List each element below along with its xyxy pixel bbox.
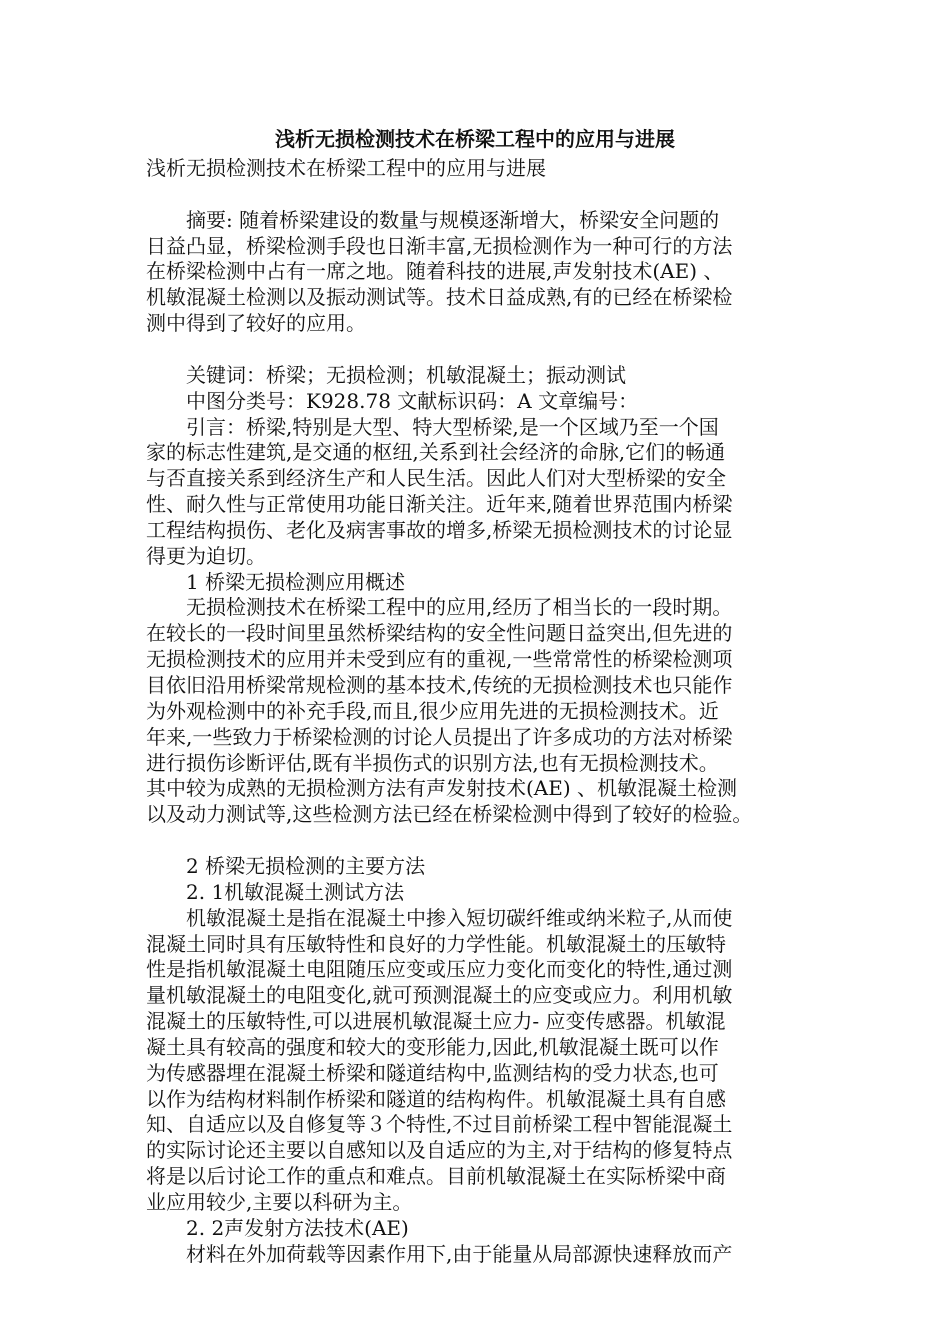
text-line: 2. 1机敏混凝土测试方法 <box>146 879 405 904</box>
text-line: 引言：桥梁,特别是大型、特大型桥梁,是一个区域乃至一个国 <box>146 414 719 439</box>
text-line: 为外观检测中的补充手段,而且,很少应用先进的无损检测技术。近 <box>146 698 719 723</box>
text-line: 以及动力测试等,这些检测方法已经在桥梁检测中得到了较好的检验。 <box>146 802 753 827</box>
text-line: 家的标志性建筑,是交通的枢纽,关系到社会经济的命脉,它们的畅通 <box>146 440 726 465</box>
text-line: 其中较为成熟的无损检测方法有声发射技术(AE) 、机敏混凝土检测 <box>146 776 738 801</box>
text-line: 材料在外加荷载等因素作用下,由于能量从局部源快速释放而产 <box>146 1241 733 1266</box>
text-line: 机敏混凝土检测以及振动测试等。技术日益成熟,有的已经在桥梁检 <box>146 285 733 310</box>
text-line: 日益凸显，桥梁检测手段也日渐丰富,无损检测作为一种可行的方法 <box>146 233 733 258</box>
text-line: 浅析无损检测技术在桥梁工程中的应用与进展 <box>146 156 546 180</box>
text-line: 无损检测技术的应用并未受到应有的重视,一些常常性的桥梁检测项 <box>146 647 733 672</box>
text-line: 知、自适应以及自修复等３个特性,不过目前桥梁工程中智能混凝土 <box>146 1112 733 1137</box>
text-line: 2 桥梁无损检测的主要方法 <box>146 853 426 878</box>
text-line: 工程结构损伤、老化及病害事故的增多,桥梁无损检测技术的讨论显 <box>146 517 733 542</box>
text-line: 年来,一些致力于桥梁检测的讨论人员提出了许多成功的方法对桥梁 <box>146 724 733 749</box>
text-line: 在较长的一段时间里虽然桥梁结构的安全性问题日益突出,但先进的 <box>146 621 733 646</box>
text-line: 中图分类号：K928.78 文献标识码：A 文章编号： <box>146 388 639 413</box>
text-line: 将是以后讨论工作的重点和难点。目前机敏混凝土在实际桥梁中商 <box>146 1164 726 1189</box>
text-line: 1 桥梁无损检测应用概述 <box>146 569 406 594</box>
text-line: 测中得到了较好的应用。 <box>146 311 366 336</box>
text-line: 业应用较少,主要以科研为主。 <box>146 1190 413 1214</box>
text-line: 与否直接关系到经济生产和人民生活。因此人们对大型桥梁的安全 <box>146 466 726 491</box>
text-line: 凝土具有较高的强度和较大的变形能力,因此,机敏混凝土既可以作 <box>146 1034 719 1059</box>
text-line: 的实际讨论还主要以自感知以及自适应的为主,对于结构的修复特点 <box>146 1138 733 1163</box>
text-line: 量机敏混凝土的电阻变化,就可预测混凝土的应变或应力。利用机敏 <box>146 983 733 1008</box>
text-line: 2. 2声发射方法技术(AE) <box>146 1215 409 1240</box>
text-line: 混凝土的压敏特性,可以进展机敏混凝土应力- 应变传感器。机敏混 <box>146 1009 726 1034</box>
text-line: 为传感器埋在混凝土桥梁和隧道结构中,监测结构的受力状态,也可 <box>146 1060 719 1085</box>
text-line: 以作为结构材料制作桥梁和隧道的结构构件。机敏混凝土具有自感 <box>146 1086 726 1111</box>
text-line: 得更为迫切。 <box>146 543 266 568</box>
text-line: 混凝土同时具有压敏特性和良好的力学性能。机敏混凝土的压敏特 <box>146 931 726 956</box>
text-line: 进行损伤诊断评估,既有半损伤式的识别方法,也有无损检测技术。 <box>146 750 719 775</box>
document-title: 浅析无损检测技术在桥梁工程中的应用与进展 <box>275 127 675 151</box>
text-line: 机敏混凝土是指在混凝土中掺入短切碳纤维或纳米粒子,从而使 <box>146 905 733 930</box>
text-line: 性是指机敏混凝土电阻随压应变或压应力变化而变化的特性,通过测 <box>146 957 733 982</box>
text-line: 无损检测技术在桥梁工程中的应用,经历了相当长的一段时期。 <box>146 595 733 620</box>
text-line: 摘要: 随着桥梁建设的数量与规模逐渐增大，桥梁安全问题的 <box>146 207 720 232</box>
text-line: 目依旧沿用桥梁常规检测的基本技术,传统的无损检测技术也只能作 <box>146 673 733 697</box>
text-line: 在桥梁检测中占有一席之地。随着科技的进展,声发射技术(AE) 、 <box>146 259 724 284</box>
text-line: 性、耐久性与正常使用功能日渐关注。近年来,随着世界范围内桥梁 <box>146 492 733 517</box>
text-line: 关键词：桥梁；无损检测；机敏混凝土；振动测试 <box>146 362 626 387</box>
